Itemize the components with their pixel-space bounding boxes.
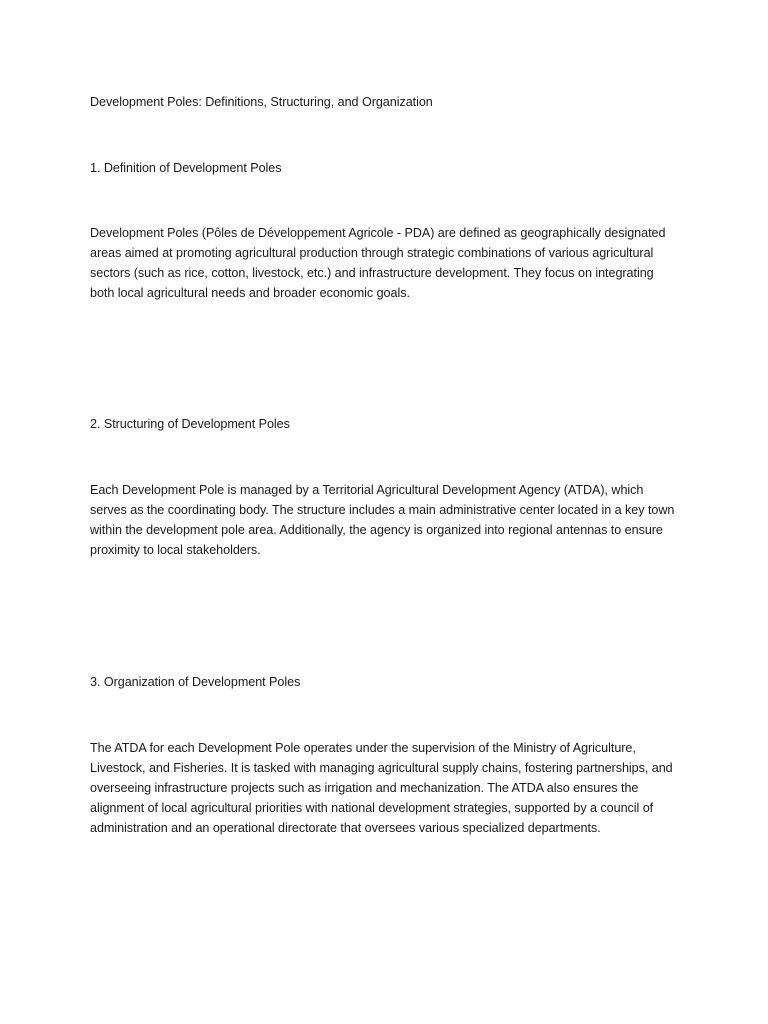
section-body-structuring: Each Development Pole is managed by a Territorial Agricultural Development Agency (ATDA), which serves as the coordinating body. The structure includes a main administrative center located in a key town within the development pole area. Additionally, the agency is organized into regional antennas to ensure proximity to local stakeholders. <box>90 483 675 557</box>
document-title: Development Poles: Definitions, Structuring, and Organization <box>90 95 433 109</box>
section-body-definition: Development Poles (Pôles de Développement Agricole - PDA) are defined as geographically designated areas aimed at promoting agricultural production through strategic combinations of various agricultural sectors (such as rice, cotton, livestock, etc.) and infrastructure development. They focus on integrating both local agricultural needs and broader economic goals. <box>90 226 666 300</box>
section-heading-definition: 1. Definition of Development Poles <box>90 161 282 175</box>
section-heading-structuring: 2. Structuring of Development Poles <box>90 417 290 431</box>
section-heading-organization: 3. Organization of Development Poles <box>90 675 301 689</box>
section-body-organization: The ATDA for each Development Pole operates under the supervision of the Ministry of Agriculture, Livestock, and Fisheries. It is tasked with managing agricultural supply chains, fostering partnerships, and overseeing infrastructure projects such as irrigation and mechanization. The ATDA also ensures the alignment of local agricultural priorities with national development strategies, supported by a council of administration and an operational directorate that oversees various specialized departments. <box>90 741 673 835</box>
